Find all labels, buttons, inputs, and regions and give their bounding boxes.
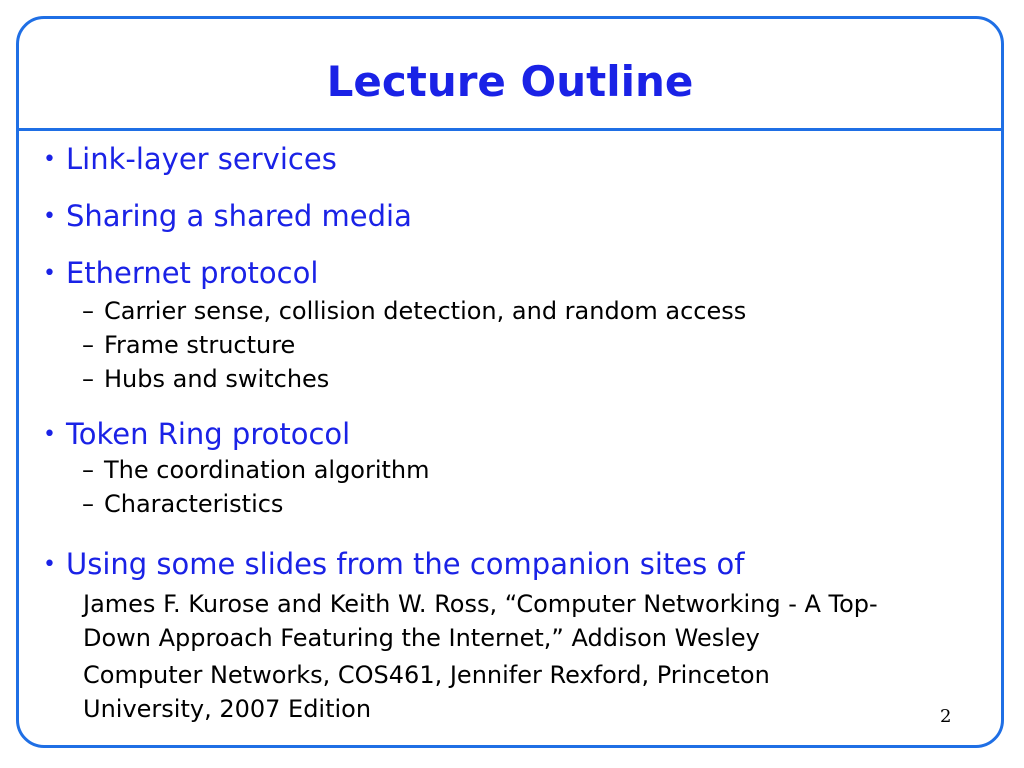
- sub-bullet-text: Hubs and switches: [104, 365, 330, 393]
- sub-bullet-hubs-switches: [82, 364, 329, 394]
- dash-icon: –: [82, 490, 94, 518]
- reference-line: University, 2007 Edition: [83, 695, 372, 723]
- bullet-ethernet: [43, 256, 318, 294]
- bullet-text: Ethernet protocol: [65, 256, 319, 290]
- bullet-link-layer: [43, 142, 337, 180]
- bullet-icon: •: [43, 147, 56, 172]
- sub-bullet-carrier-sense: [82, 296, 746, 326]
- slide-title: Lecture Outline: [326, 57, 694, 106]
- sub-bullet-coordination: [82, 455, 430, 485]
- sub-bullet-text: Carrier sense, collision detection, and random access: [104, 297, 747, 325]
- reference-line: James F. Kurose and Keith W. Ross, “Computer Networking - A Top-: [83, 590, 878, 618]
- bullet-text: Sharing a shared media: [65, 199, 412, 233]
- bullet-token-ring: [43, 417, 350, 455]
- reference-line: Computer Networks, COS461, Jennifer Rexford, Princeton: [83, 661, 770, 689]
- reference-line: Down Approach Featuring the Internet,” Addison Wesley: [83, 624, 760, 652]
- bullet-icon: •: [43, 204, 56, 229]
- bullet-icon: •: [43, 552, 56, 577]
- dash-icon: –: [82, 456, 94, 484]
- sub-bullet-text: Characteristics: [104, 490, 284, 518]
- bullet-text: Token Ring protocol: [65, 417, 351, 451]
- dash-icon: –: [82, 331, 94, 359]
- bullet-text: Using some slides from the companion sites of: [65, 547, 745, 581]
- sub-bullet-characteristics: [82, 489, 283, 519]
- bullet-icon: •: [43, 422, 56, 447]
- dash-icon: –: [82, 297, 94, 325]
- sub-bullet-text: The coordination algorithm: [104, 456, 430, 484]
- sub-bullet-frame-structure: [82, 330, 295, 360]
- bullet-text: Link-layer services: [65, 142, 337, 176]
- bullet-companion-sites: [43, 547, 744, 585]
- bullet-sharing: [43, 199, 412, 237]
- dash-icon: –: [82, 365, 94, 393]
- sub-bullet-text: Frame structure: [104, 331, 296, 359]
- page-number: 2: [940, 706, 952, 727]
- bullet-icon: •: [43, 261, 56, 286]
